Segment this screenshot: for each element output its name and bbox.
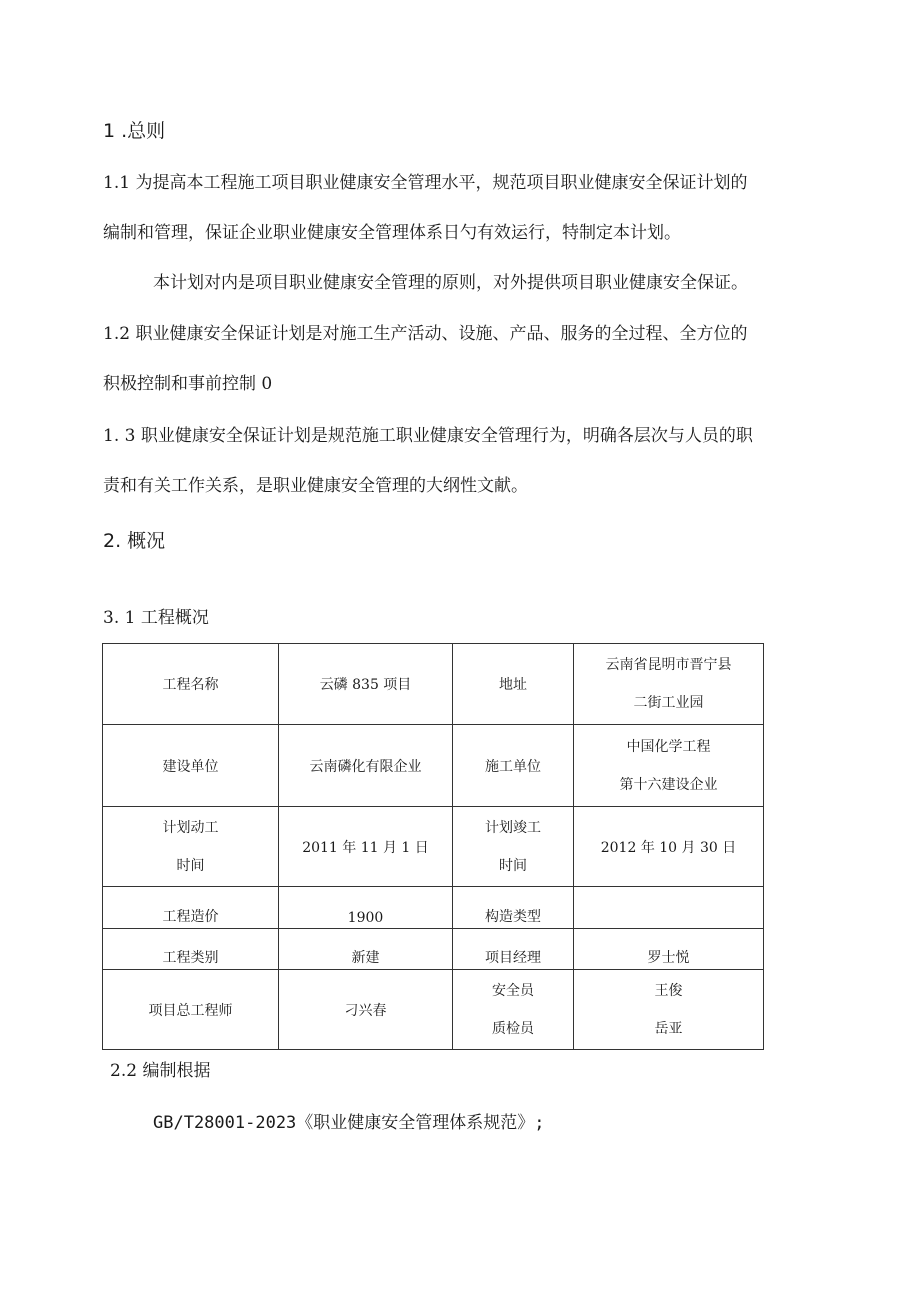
table-cell: 1900 <box>279 887 453 929</box>
table-cell: 工程造价 <box>103 887 279 929</box>
table-cell: 王俊 岳亚 <box>574 970 764 1050</box>
table-row <box>103 725 764 807</box>
paragraph-1-3-line-1: 1. 3 职业健康安全保证计划是规范施工职业健康安全管理行为，明确各层次与人员的职 <box>103 426 753 446</box>
paragraph-1-2-line-1: 1.2 职业健康安全保证计划是对施工生产活动、设施、产品、服务的全过程、全方位的 <box>103 324 748 344</box>
table-cell <box>574 887 764 929</box>
table-row <box>103 970 764 1050</box>
table-cell: 新建 <box>279 929 453 970</box>
table-cell: 地址 <box>453 644 574 725</box>
reference-standard: GB/T28001-2023《职业健康安全管理体系规范》; <box>153 1113 545 1133</box>
paragraph-1-1-line-2: 编制和管理，保证企业职业健康安全管理体系日勺有效运行，特制定本计划。 <box>103 223 681 243</box>
table-cell: 计划动工 时间 <box>103 807 279 887</box>
subsection-project-overview: 3. 1 工程概况 <box>103 608 209 628</box>
paragraph-1-1-line-3: 本计划对内是项目职业健康安全管理的原则，对外提供项目职业健康安全保证。 <box>153 273 748 293</box>
table-cell: 云南省昆明市晋宁县 二街工业园 <box>574 644 764 725</box>
table-cell: 云南磷化有限企业 <box>279 725 453 807</box>
table-cell: 项目经理 <box>453 929 574 970</box>
table-cell: 中国化学工程 第十六建设企业 <box>574 725 764 807</box>
table-cell: 罗士悦 <box>574 929 764 970</box>
table-cell: 工程类别 <box>103 929 279 970</box>
subsection-basis: 2.2 编制根据 <box>110 1061 211 1081</box>
table-row <box>103 644 764 725</box>
table-cell: 2012 年 10 月 30 日 <box>574 807 764 887</box>
table-cell: 安全员 质检员 <box>453 970 574 1050</box>
paragraph-1-3-line-2: 责和有关工作关系，是职业健康安全管理的大纲性文献。 <box>103 476 528 496</box>
table-row <box>103 807 764 887</box>
table-cell: 2011 年 11 月 1 日 <box>279 807 453 887</box>
section-1-heading: 1 .总则 <box>103 120 166 142</box>
table-cell: 构造类型 <box>453 887 574 929</box>
table-cell: 计划竣工 时间 <box>453 807 574 887</box>
project-overview-table <box>102 643 764 1050</box>
table-row <box>103 887 764 929</box>
table-cell: 施工单位 <box>453 725 574 807</box>
table-cell: 项目总工程师 <box>103 970 279 1050</box>
section-2-heading: 2. 概况 <box>103 530 166 552</box>
table-cell: 工程名称 <box>103 644 279 725</box>
table-cell: 刁兴春 <box>279 970 453 1050</box>
table-cell: 建设单位 <box>103 725 279 807</box>
paragraph-1-2-line-2: 积极控制和事前控制 0 <box>103 374 273 394</box>
table-row <box>103 929 764 970</box>
paragraph-1-1-line-1: 1.1 为提高本工程施工项目职业健康安全管理水平，规范项目职业健康安全保证计划的 <box>103 173 748 193</box>
table-cell: 云磷 835 项目 <box>279 644 453 725</box>
